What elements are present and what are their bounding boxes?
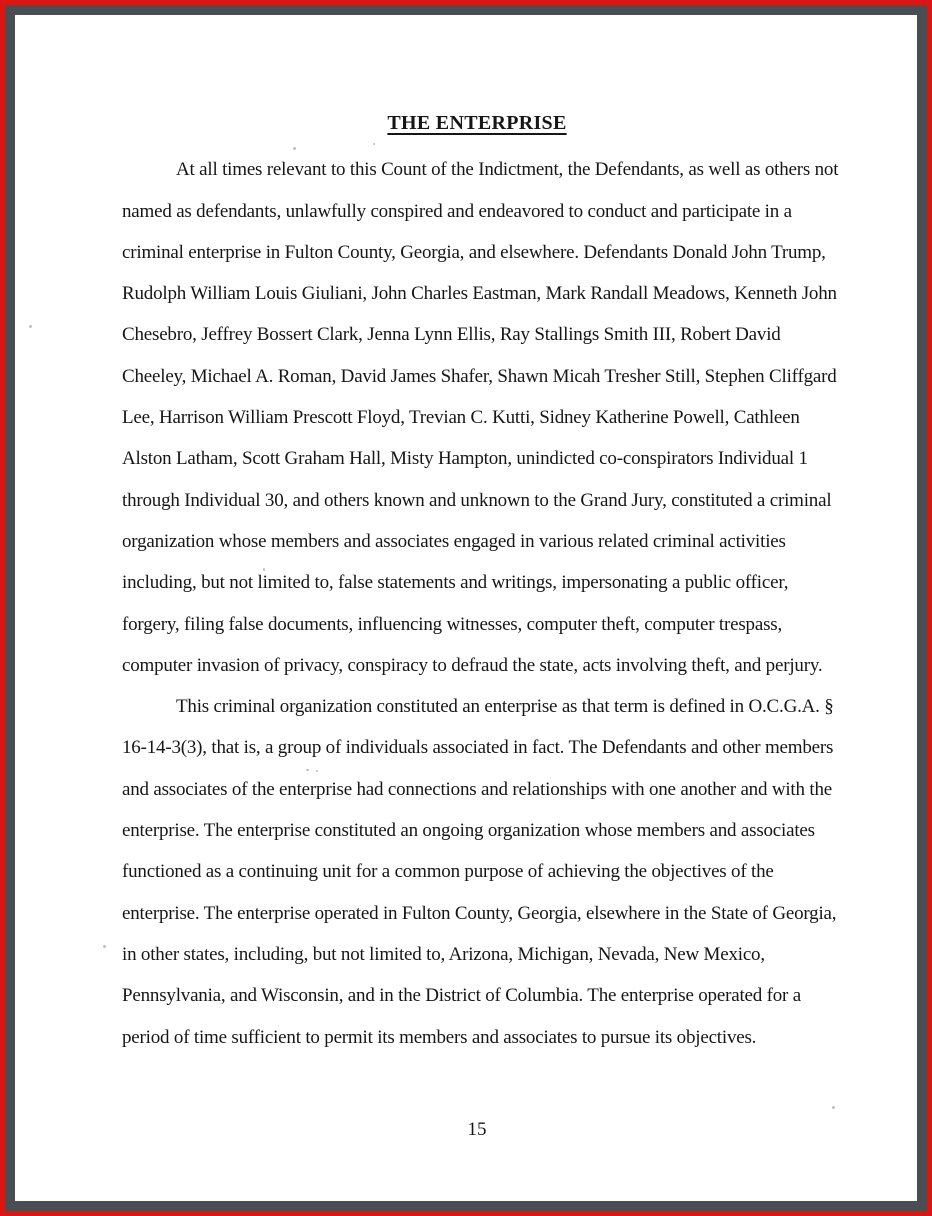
text-line: 16-14-3(3), that is, a group of individuals associated in fact. The Defendants and other members [122, 737, 834, 759]
scan-speck [263, 568, 265, 571]
text-line: Chesebro, Jeffrey Bossert Clark, Jenna Lynn Ellis, Ray Stallings Smith III, Robert David [122, 324, 781, 346]
text-line: named as defendants, unlawfully conspired and endeavored to conduct and participate in a [122, 200, 792, 222]
text-line: criminal enterprise in Fulton County, Georgia, and elsewhere. Defendants Donald John Trump, [122, 241, 826, 263]
page-number: 15 [467, 1119, 487, 1140]
text-line: in other states, including, but not limited to, Arizona, Michigan, Nevada, New Mexico, [122, 943, 765, 965]
scan-speck [29, 325, 32, 328]
text-line: enterprise. The enterprise operated in Fulton County, Georgia, elsewhere in the State of Georgia, [122, 902, 837, 924]
text-line: functioned as a continuing unit for a common purpose of achieving the objectives of the [122, 861, 774, 883]
paragraph-2 [122, 686, 857, 1058]
text-line: including, but not limited to, false statements and writings, impersonating a public officer, [122, 572, 789, 594]
paragraph-1 [122, 149, 857, 686]
text-line: Rudolph William Louis Giuliani, John Charles Eastman, Mark Randall Meadows, Kenneth John [122, 283, 837, 305]
document-title: THE ENTERPRISE [387, 112, 567, 134]
document-body [122, 15, 857, 1058]
document-page [15, 15, 917, 1201]
scan-speck [103, 945, 106, 948]
text-line: Pennsylvania, and Wisconsin, and in the District of Columbia. The enterprise operated for a [122, 985, 801, 1007]
scan-speck [373, 143, 375, 145]
text-line: Alston Latham, Scott Graham Hall, Misty Hampton, unindicted co-conspirators Individual 1 [122, 448, 808, 470]
text-line: enterprise. The enterprise constituted an ongoing organization whose members and associates [122, 820, 815, 842]
text-line: This criminal organization constituted an enterprise as that term is defined in O.C.G.A. § [176, 696, 834, 718]
text-line: computer invasion of privacy, conspiracy to defraud the state, acts involving theft, and perjury. [122, 654, 823, 676]
scan-inner-gray-border [5, 5, 927, 1211]
scan-speck [306, 769, 309, 771]
text-line: period of time sufficient to permit its members and associates to pursue its objectives. [122, 1026, 757, 1048]
text-line: Lee, Harrison William Prescott Floyd, Trevian C. Kutti, Sidney Katherine Powell, Cathleen [122, 407, 800, 429]
text-line: Cheeley, Michael A. Roman, David James Shafer, Shawn Micah Tresher Still, Stephen Cliffgard [122, 365, 837, 387]
scan-speck [316, 770, 318, 772]
text-line: organization whose members and associates engaged in various related criminal activities [122, 530, 786, 552]
text-line: At all times relevant to this Count of the Indictment, the Defendants, as well as others not [176, 159, 839, 181]
text-line: through Individual 30, and others known and unknown to the Grand Jury, constituted a criminal [122, 489, 832, 511]
scan-speck [832, 1106, 835, 1109]
text-line: and associates of the enterprise had connections and relationships with one another and with the [122, 778, 832, 800]
text-line: forgery, filing false documents, influencing witnesses, computer theft, computer trespass, [122, 613, 783, 635]
scan-speck [293, 147, 296, 150]
